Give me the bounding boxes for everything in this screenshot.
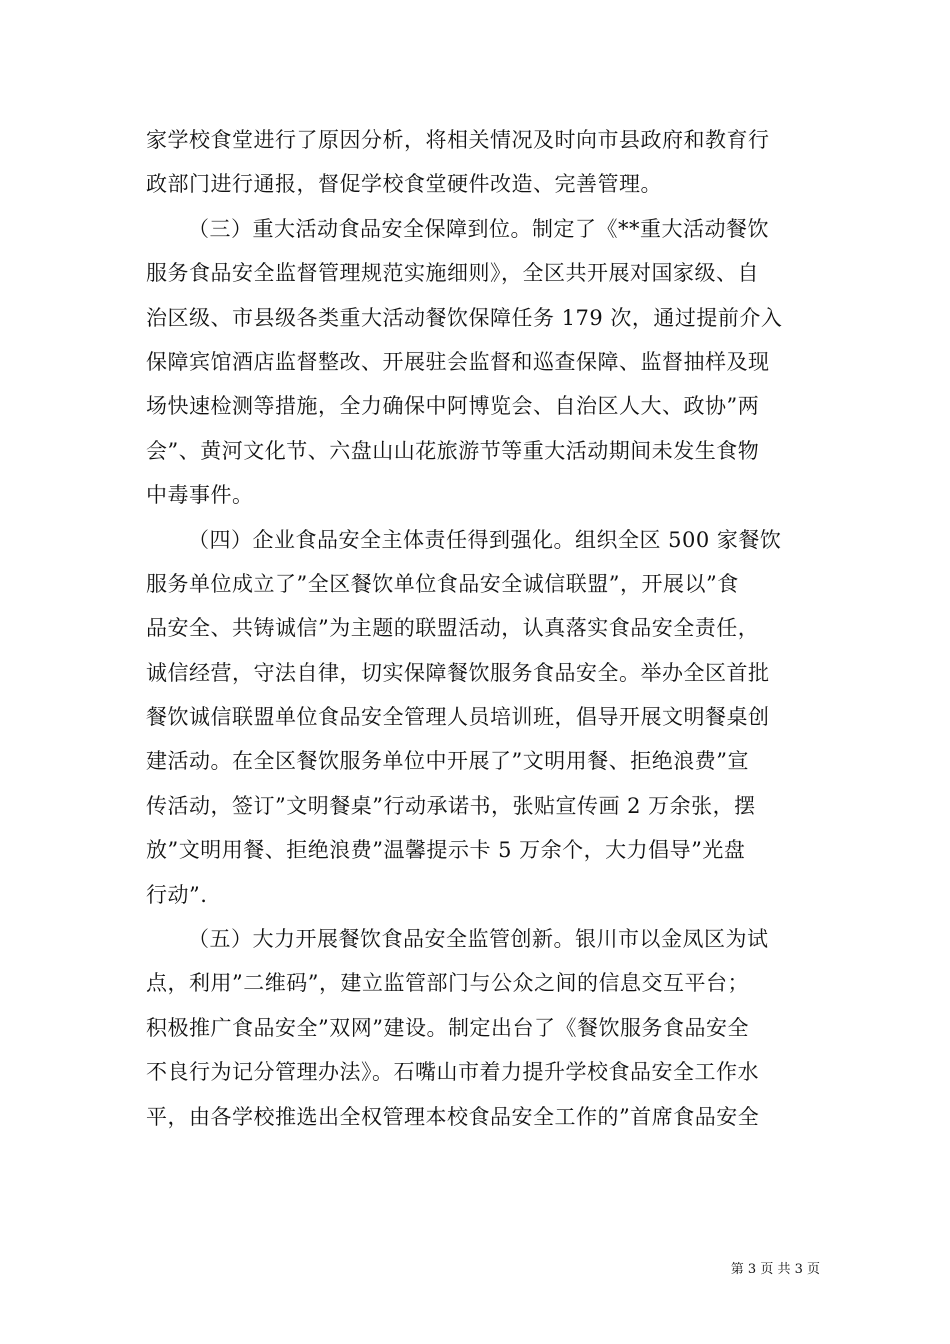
text-line: 餐饮诚信联盟单位食品安全管理人员培训班，倡导开展文明餐桌创 <box>146 705 770 730</box>
text-line: 家学校食堂进行了原因分析，将相关情况及时向市县政府和教育行 <box>146 128 770 152</box>
text-line: 服务食品安全监督管理规范实施细则》，全区共开展对国家级、自 <box>146 261 759 286</box>
page-number-footer: 第 3 页 共 3 页 <box>730 1262 820 1277</box>
text-line: 行动”. <box>146 882 208 907</box>
text-line: 点，利用”二维码”，建立监管部门与公众之间的信息交互平台； <box>146 971 749 996</box>
text-line: 诚信经营，守法自律，切实保障餐饮服务食品安全。举办全区首批 <box>146 660 770 685</box>
text-line: 场快速检测等措施，全力确保中阿博览会、自治区人大、政协”两 <box>146 394 760 419</box>
text-line: 品安全、共铸诚信”为主题的联盟活动，认真落实食品安全责任， <box>146 616 760 641</box>
text-line: 平，由各学校推选出全权管理本校食品安全工作的”首席食品安全 <box>146 1104 760 1129</box>
text-line: 政部门进行通报，督促学校食堂硬件改造、完善管理。 <box>146 172 662 197</box>
section-heading-line: （五）大力开展餐饮食品安全监管创新。银川市以金凤区为试 <box>188 927 769 952</box>
text-line: 服务单位成立了”全区餐饮单位食品安全诚信联盟”，开展以”食 <box>146 571 739 596</box>
text-line: 会”、黄河文化节、六盘山山花旅游节等重大活动期间未发生食物 <box>146 438 760 463</box>
text-line: 放”文明用餐、拒绝浪费”温馨提示卡 5 万余个，大力倡导”光盘 <box>146 838 746 863</box>
text-line: 建活动。在全区餐饮服务单位中开展了”文明用餐、拒绝浪费”宣 <box>146 749 749 774</box>
text-line: 中毒事件。 <box>146 483 254 508</box>
text-line: 治区级、市县级各类重大活动餐饮保障任务 179 次，通过提前介入 <box>146 305 783 330</box>
section-heading-line: （三）重大活动食品安全保障到位。制定了《**重大活动餐饮 <box>188 216 769 241</box>
text-line: 保障宾馆酒店监督整改、开展驻会监督和巡查保障、监督抽样及现 <box>146 349 770 374</box>
text-line: 积极推广食品安全”双网”建设。制定出台了《餐饮服务食品安全 <box>146 1015 749 1040</box>
text-line: 不良行为记分管理办法》。石嘴山市着力提升学校食品安全工作水 <box>146 1060 759 1085</box>
section-heading-line: （四）企业食品安全主体责任得到强化。组织全区 500 家餐饮 <box>188 527 782 552</box>
text-line: 传活动，签订”文明餐桌”行动承诺书，张贴宣传画 2 万余张，摆 <box>146 793 756 818</box>
document-body <box>146 118 818 1139</box>
